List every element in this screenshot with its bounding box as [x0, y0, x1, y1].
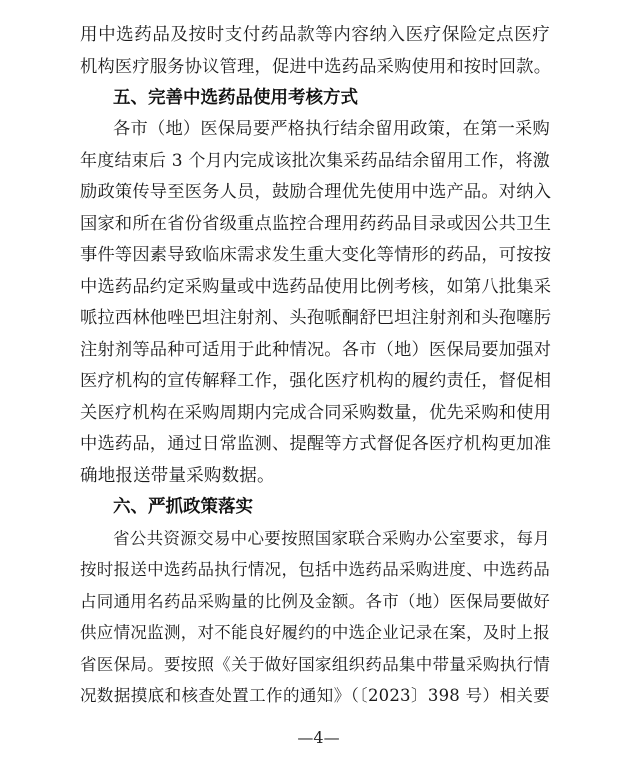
text-line: 占同通用名药品采购量的比例及金额。各市（地）医保局要做好	[80, 592, 550, 611]
text-line: 励政策传导至医务人员，鼓励合理优先使用中选产品。对纳入	[80, 182, 552, 202]
text-line: 国家和所在省份省级重点监控合理用药药品目录或因公共卫生	[80, 214, 552, 234]
section-heading-5: 五、完善中选药品使用考核方式	[113, 88, 358, 108]
text-line: 中选药品约定采购量或中选药品使用比例考核，如第八批集采	[80, 277, 552, 297]
text-line: 年度结束后 3 个月内完成该批次集采药品结余留用工作，将激	[80, 151, 550, 171]
text-line: 省公共资源交易中心要按照国家联合采购办公室要求，每月	[113, 529, 550, 548]
text-line: 注射剂等品种可适用于此种情况。各市（地）医保局要加强对	[80, 340, 552, 360]
text-line: 机构医疗服务协议管理，促进中选药品采购使用和按时回款。	[80, 57, 552, 77]
text-line: 关医疗机构在采购周期内完成合同采购数量，优先采购和使用	[80, 403, 552, 423]
text-line: 中选药品，通过日常监测、提醒等方式督促各医疗机构更加准	[80, 434, 552, 454]
section-heading-6: 六、严抓政策落实	[113, 497, 253, 517]
text-line: 供应情况监测，对不能良好履约的中选企业记录在案，及时上报	[80, 623, 550, 642]
text-line: 按时报送中选药品执行情况，包括中选药品采购进度、中选药品	[80, 560, 550, 579]
text-line: 各市（地）医保局要严格执行结余留用政策，在第一采购	[113, 119, 550, 139]
text-line: 省医保局。要按照《关于做好国家组织药品集中带量采购执行情	[80, 655, 550, 674]
text-line: 事件等因素导致临床需求发生重大变化等情形的药品，可按按	[80, 245, 552, 265]
text-line: 哌拉西林他唑巴坦注射剂、头孢哌酮舒巴坦注射剂和头孢噻肟	[80, 308, 552, 328]
text-line: 医疗机构的宣传解释工作，强化医疗机构的履约责任，督促相	[80, 371, 552, 391]
text-line: 用中选药品及按时支付药品款等内容纳入医疗保险定点医疗	[80, 25, 550, 45]
page-number: —4—	[297, 728, 340, 747]
text-line: 确地报送带量采购数据。	[80, 466, 275, 486]
text-line: 况数据摸底和核查处置工作的通知》（〔2023〕398 号）相关要	[80, 686, 550, 705]
